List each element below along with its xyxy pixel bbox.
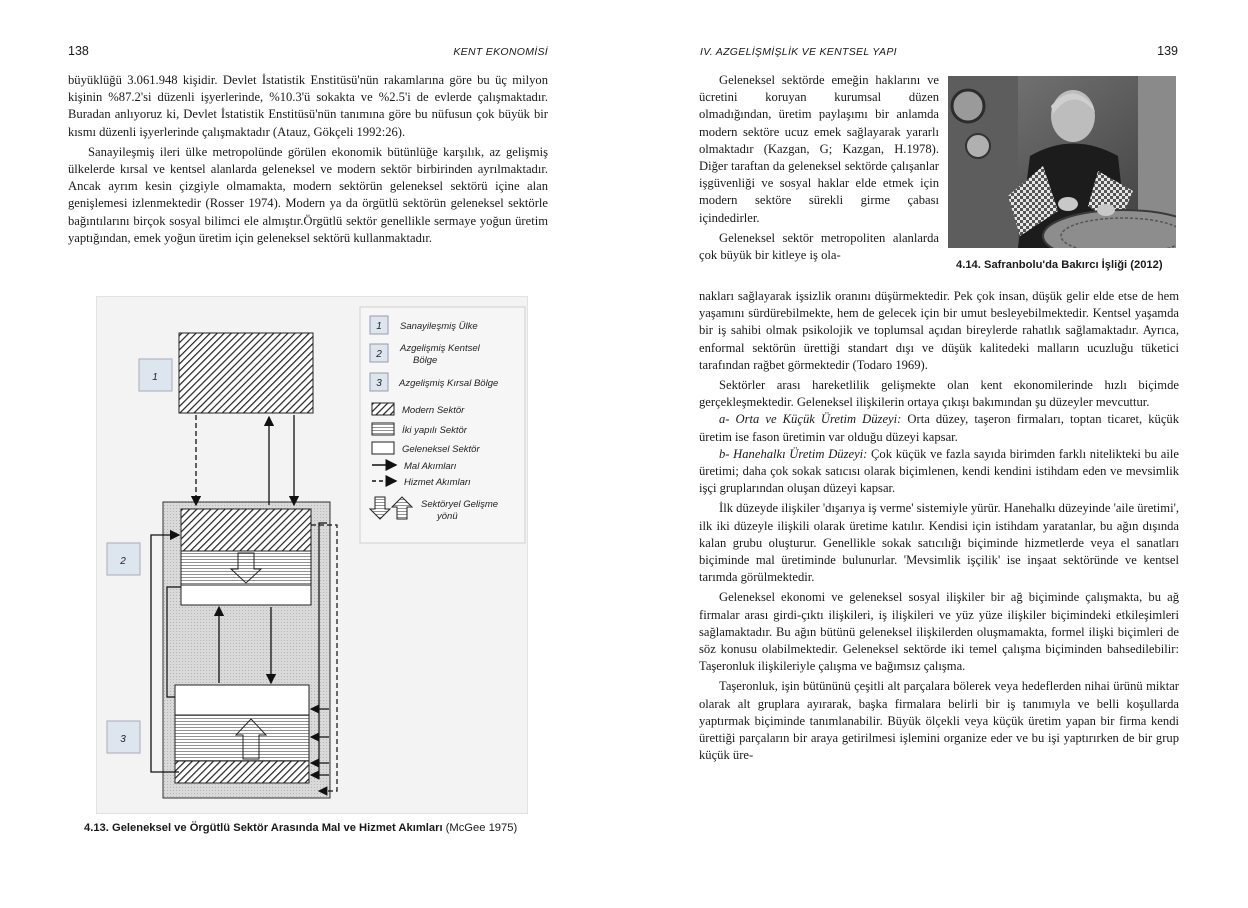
photo-caption-4-14: 4.14. Safranbolu'da Bakırcı İşliği (2012) [956,259,1163,271]
legend-zone-2-num: 2 [376,349,382,360]
legend-development-label-line2: yönü [437,511,458,522]
legend-zone-1-label: Sanayileşmiş Ülke [400,321,478,332]
caption-title: 4.13. Geleneksel ve Örgütlü Sektör Arasında Mal ve Hizmet Akımları [84,822,443,834]
running-head-right: IV. AZGELİŞMİŞLİK VE KENTSEL YAPI [700,46,897,58]
figure-caption-4-13 [84,822,517,834]
legend-goods-label: Mal Akımları [404,461,457,472]
rural-modern-sector [175,761,309,783]
item-a-label: a- Orta ve Küçük Üretim Düzeyi: [719,412,902,427]
legend-traditional-label: Geleneksel Sektör [402,444,480,455]
urban-traditional-sector [181,585,311,605]
legend-zone-3-num: 3 [376,378,382,389]
legend-development-label-line1: Sektöryel Gelişme [421,499,499,510]
paragraph: İlk düzeyde ilişkiler 'dışarıya iş verme' sistemiyle yürür. Hanehalkı düzeyinde 'aile üretimi', ilk iki düzeyle ilişkili olarak üretime katılır. Kendisi için istihdam yaratanlar, bu ağın dışında kalan grubu oluşturur. Genellikle sokak satıcılığı biçiminde hizmetlerde veya el sanatları biçiminde mal üretiminde bulunurlar. 'Mevsimlik işçilik' ise inşaat sektöründe ve kentsel tarımda görülmektedir. [699,501,1179,585]
legend-dual-label: İki yapılı Sektör [402,425,467,436]
paragraph: Taşeronluk, işin bütününü çeşitli alt parçalara bölerek veya hedeflerden nihai ürünü miktar olarak alt gruplara ayırarak, başka firmalara belirli bir iş tanımıyla ve belli koşullarda yaptırmak biçiminde tanımlanabilir. Büyük ölçekli veya küçük üretim yapan bir firma kendi ürettiği parçaların bir araya getirilmesi işlemini organize eder ve bu işi yaptırırken de bir grup küçük üre- [699,679,1179,763]
paragraph: Sanayileşmiş ileri ülke metropolünde görülen ekonomik bütünlüğe karşılık, az gelişmiş ülkelerde kırsal ve kentsel alanlarda geleneksel ve modern sektör birbirinden ayrılmaktadır. Ancak ayrım kesin çizgiyle olmamakta, modern sektörün geleneksel sektörü içine alan genişlemesi izlenmektedir (Rosser 1974). Modern ya da örgütlü sektörün geleneksel sektörle bağıntılarını birçok sosyal bilimci ele almıştır.Örgütlü sektör genellikle sermaye yoğun üretim yaptığından, emek yoğun üretim için geleneksel sektörü kullanmaktadır. [68,144,548,245]
running-head-left: KENT EKONOMİSİ [453,46,548,58]
legend-zone-1-num: 1 [376,321,382,332]
page-number-left: 138 [68,44,89,58]
page-number-right: 139 [1157,44,1178,58]
left-body-text [68,72,548,247]
paragraph: Geleneksel sektörde emeğin haklarını ve ücretini koruyan kurumsal düzen olmadığından, üretim paylaşımı bir anlamda modern sektöre ucuz emek sağlayarak yararlı olmaktadır (Kazgan, G; Kazgan, H.1978). Diğer taraftan da geleneksel sektörde çalışanlar işgüvenliği ve sosyal haklar elde etmek için modern sektöre sürekli girme çabası içindedirler. [699,73,939,225]
zone-2-label: 2 [120,556,126,567]
legend-modern-swatch [372,403,394,415]
industrialized-modern-block [179,333,313,413]
list-item-a [699,411,1179,445]
urban-modern-sector [181,509,311,551]
item-a-text: Orta düzey, taşeron firmaları, toptan ticaret, küçük üretim ise fason üretimin var olduğu düzeyi kapsar. [699,412,1180,444]
item-b-text: Çok küçük ve fazla sayıda birimden farklı nitelikteki bu aile üretimi; daha çok sokak satıcısı olarak biçimlenen, kendi kendini istihdam eden ve mevsimlik işçi gruplarından oluşan düzeyi kapsar. [699,446,1179,496]
coppersmith-photo [948,76,1176,248]
paragraph: Geleneksel ekonomi ve geleneksel sosyal ilişkiler bir ağ biçiminde çalışmakta, bu ağ firmalar arası girdi-çıktı ilişkileri, iş ilişkileri ve yüz yüze ilişkiler biçimindeki etkileşimleri sağlamaktadır. Bu ağın bütünü geleneksel ilişkilerden oluşmamakta, formel ilişki biçimleri de söz konusu olabilmektedir. Geleneksel sektörde iki temel çalışma biçiminden bahsedilebilir: Taşeronluk ilişkileriyle çalışma ve bağımsız çalışma. [699,590,1179,674]
legend-zone-2-label-line1: Azgelişmiş Kentsel [400,343,480,354]
legend-dual-swatch [372,423,394,435]
caption-source: (McGee 1975) [445,822,518,834]
paragraph: nakları sağlayarak işsizlik oranını düşürmektedir. Pek çok insan, düşük gelir elde etse de hem yaşamını sürdürebilmekte, hem de gelecek için bir umut besleyebilmektedir. Kentsel yaşamda bir iş sahibi olmak psikolojik ve toplumsal açıdan bireylerde rahatlık sağlamaktadır. Ayrıca, enformal sektörün ürettiği standart dışı ve düşük kalitedeki malların ucuzluğu tüketici tarafından rağbet görmektedir (Todaro 1969). [699,289,1179,372]
paragraph: Geleneksel sektör metropoliten alanlarda çok büyük bir kitleye iş ola- [699,230,939,263]
sector-flow-diagram [97,297,527,813]
rural-dual-sector [175,715,309,761]
legend-services-label: Hizmet Akımları [404,477,471,488]
legend-zone-2-label-line2: Bölge [413,355,438,366]
rural-traditional-sector [175,685,309,715]
legend-zone-3-label: Azgelişmiş Kırsal Bölge [399,378,499,389]
zone-1-label: 1 [152,372,158,383]
paragraph: Sektörler arası hareketlilik gelişmekte olan kent ekonomilerinde hızlı biçimde gerçekleşmektedir. Geleneksel ilişkilerin ortaya çıkışı bakımından şu düzeyler mevcuttur. [699,378,1179,410]
list-item-b [699,446,1179,498]
figure-diagram [96,296,528,814]
paragraph: büyüklüğü 3.061.948 kişidir. Devlet İstatistik Enstitüsü'nün rakamlarına göre bu üç milyon kişinin %87.2'si düzenli işyerlerinde, %10.3'ü sokakta ve %2.5'i de evlerde çalışmaktadır. Buradan anlıyoruz ki, Devlet İstatistik Enstitüsü'nün tanımına göre bu nüfusun çok büyük bir kısmı düzenli işyerlerinde çalışmaktadır (Atauz, Gökçeli 1992:26). [68,73,548,139]
legend-modern-label: Modern Sektör [402,405,465,416]
item-b-label: b- Hanehalkı Üretim Düzeyi: [719,446,868,461]
zone-3-label: 3 [120,734,126,745]
legend-traditional-swatch [372,442,394,454]
right-body-text [699,288,1179,764]
wrapped-text-column [699,72,939,264]
